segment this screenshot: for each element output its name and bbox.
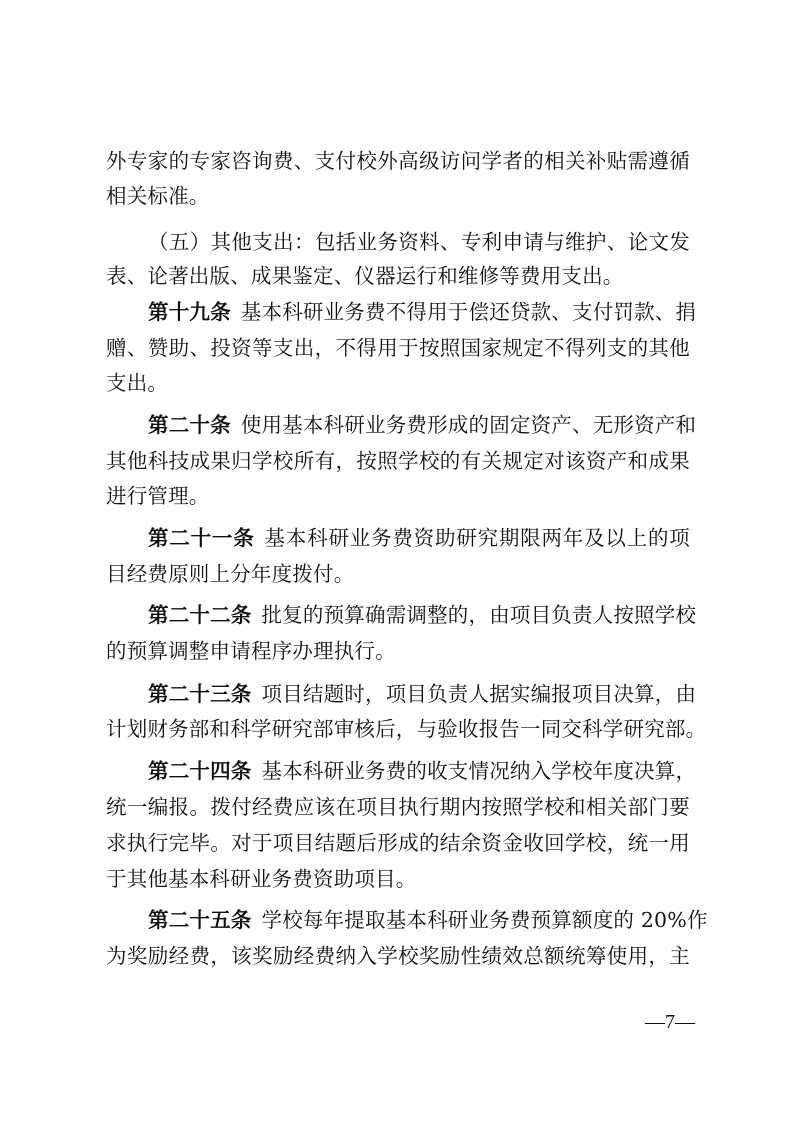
article-text: 基本科研业务费不得用于偿还贷款、支付罚款、捐	[240, 300, 697, 324]
article-20-line	[148, 411, 697, 439]
article-text: 基本科研业务费资助研究期限两年及以上的项	[264, 526, 691, 550]
article-title: 第二十一条	[148, 526, 255, 550]
paragraph-line: 赠、赞助、投资等支出，不得用于按照国家规定不得列支的其他	[106, 336, 690, 360]
paragraph-line: 表、论著出版、成果鉴定、仪器运行和维修等费用支出。	[106, 264, 624, 288]
article-22-line	[148, 601, 697, 629]
article-text: 项目结题时，项目负责人据实编报项目决算，由	[261, 682, 697, 706]
paragraph-line: 为奖励经费，该奖励经费纳入学校奖励性绩效总额统筹使用，主	[106, 944, 690, 968]
article-23-line	[148, 680, 697, 708]
article-21-line	[148, 524, 690, 552]
article-title: 第二十二条	[148, 603, 252, 627]
article-19-line	[148, 298, 697, 326]
paragraph-line: 目经费原则上分年度拨付。	[106, 562, 355, 586]
paragraph-line: 的预算调整申请程序办理执行。	[106, 639, 396, 663]
page-number: —7—	[645, 1011, 695, 1033]
article-title: 第二十五条	[148, 908, 252, 932]
article-title: 第二十条	[148, 413, 231, 437]
article-text: 使用基本科研业务费形成的固定资产、无形资产和	[240, 413, 697, 437]
article-title: 第二十三条	[148, 682, 252, 706]
article-text: 批复的预算确需调整的，由项目负责人按照学校	[261, 603, 697, 627]
paragraph-line: 统一编报。拨付经费应该在项目执行期内按照学校和相关部门要	[106, 795, 690, 819]
paragraph-line: 进行管理。	[106, 484, 210, 508]
paragraph-line: 相关标准。	[106, 184, 210, 208]
paragraph-line: 计划财务部和科学研究部审核后，与验收报告一同交科学研究部。	[106, 717, 707, 741]
article-24-line	[148, 757, 697, 785]
article-text: 学校每年提取基本科研业务费预算额度的 20%作	[261, 908, 708, 932]
article-25-line	[148, 906, 708, 934]
paragraph-line: 支出。	[106, 371, 169, 395]
paragraph-line: 求执行完毕。对于项目结题后形成的结余资金收回学校，统一用	[106, 831, 690, 855]
paragraph-line: 外专家的专家咨询费、支付校外高级访问学者的相关补贴需遵循	[106, 149, 690, 173]
paragraph-line: （五）其他支出：包括业务资料、专利申请与维护、论文发	[148, 230, 690, 254]
article-title: 第二十四条	[148, 759, 252, 783]
paragraph-line: 于其他基本科研业务费资助项目。	[106, 867, 417, 891]
article-title: 第十九条	[148, 300, 231, 324]
article-text: 基本科研业务费的收支情况纳入学校年度决算，	[261, 759, 697, 783]
paragraph-line: 其他科技成果归学校所有，按照学校的有关规定对该资产和成果	[106, 449, 690, 473]
